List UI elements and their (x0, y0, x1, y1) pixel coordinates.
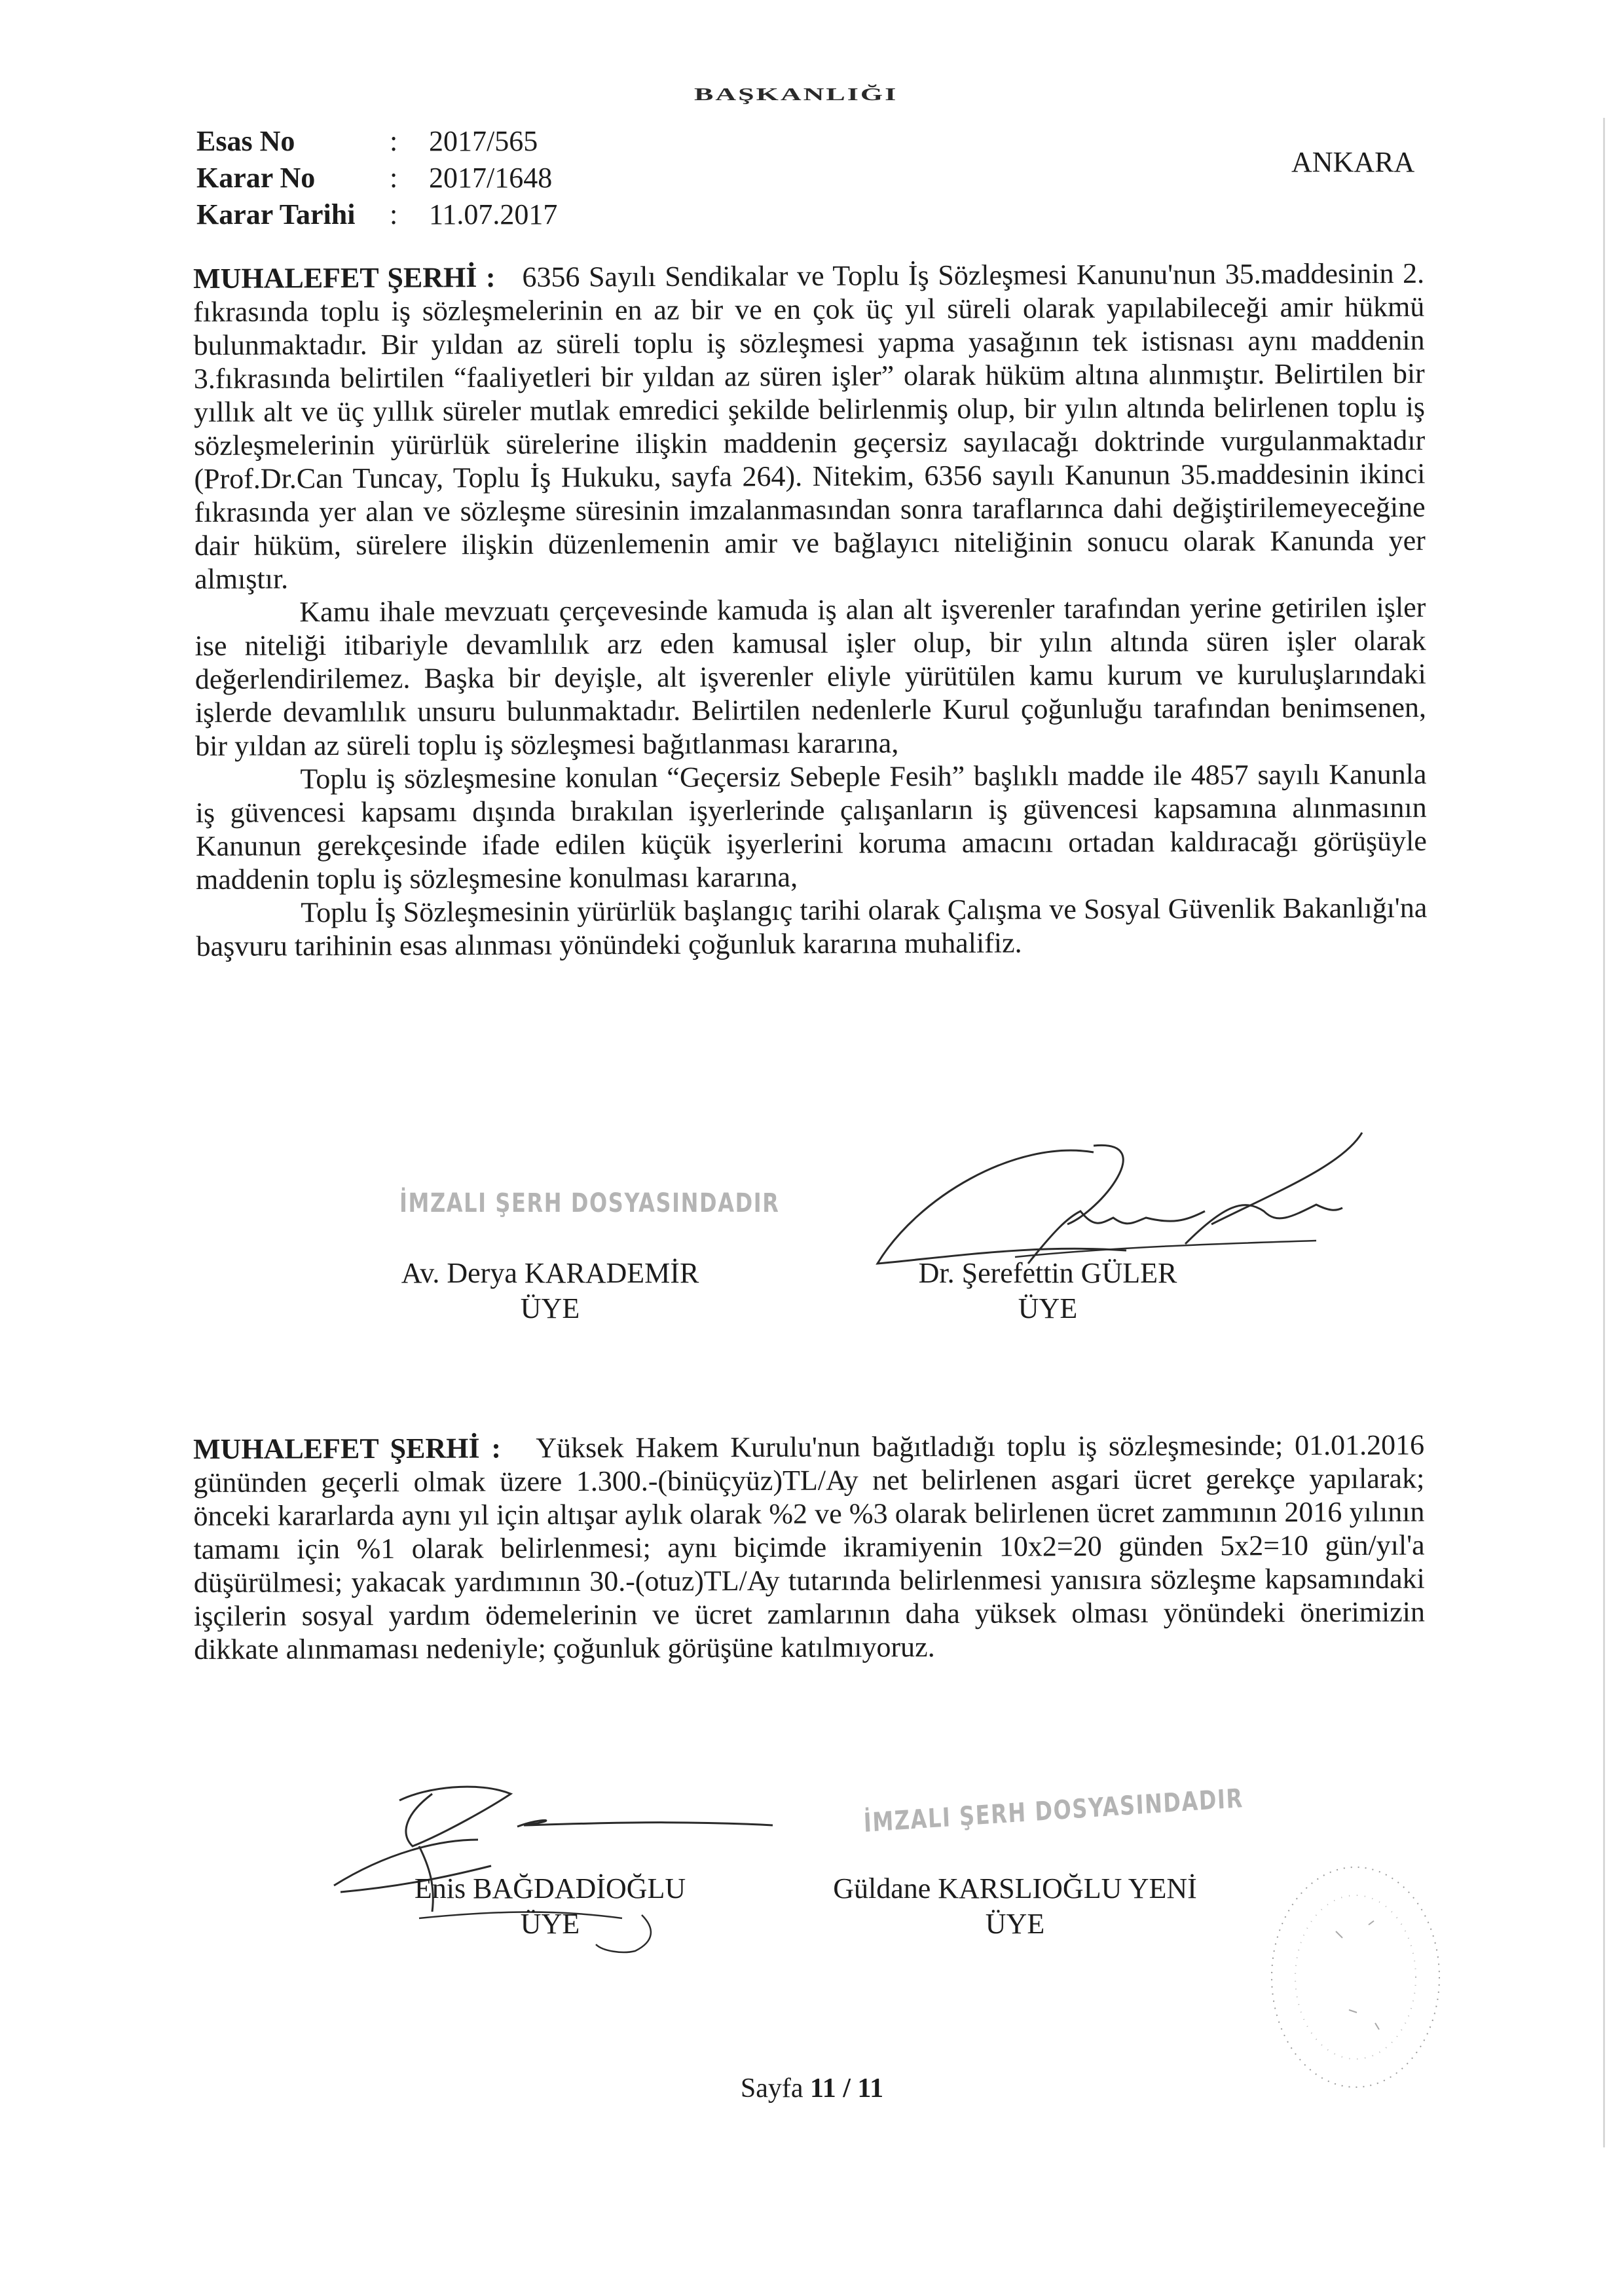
signer-role: ÜYE (520, 1908, 580, 1940)
page-separator: / (843, 2073, 851, 2104)
institution-name-fragment: BAŞKANLIĞI (694, 84, 898, 104)
signed-copy-stamp: İMZALI ŞERH DOSYASINDADIR (863, 1783, 1244, 1838)
meta-colon: : (390, 162, 398, 194)
signer-karademir (367, 1256, 733, 1326)
meta-value: 11.07.2017 (429, 198, 558, 230)
signer-role: ÜYE (1018, 1292, 1078, 1324)
meta-value: 2017/1648 (429, 162, 553, 194)
meta-row-karar (196, 160, 557, 196)
meta-value: 2017/565 (429, 125, 538, 157)
page-total: 11 (857, 2073, 884, 2104)
meta-colon: : (390, 198, 398, 230)
meta-colon: : (390, 125, 398, 157)
signer-name: Enis BAĞDADİOĞLU (414, 1872, 686, 1904)
dissent-paragraph: Toplu iş sözleşmesine konulan “Geçersiz Sebeple Fesih” başlıklı madde ile 4857 sayılı Kanunla iş güvencesi kapsamı dışında bırakılan işyerlerinde çalışanların iş güvencesi kapsamına alınmasının Kanunun gerekçesinde ifade edilen küçük işyerlerini koruma amacını ortadan kaldıracağı görüşüyle maddenin toplu iş sözleşmesine konulması kararına, (195, 757, 1427, 896)
city-label: ANKARA (1291, 146, 1415, 178)
dissent-heading: MUHALEFET ŞERHİ : (193, 1432, 502, 1465)
signer-guler (845, 1256, 1251, 1326)
signer-name: Dr. Şerefettin GÜLER (918, 1257, 1177, 1289)
signer-name: Güldane KARSLIOĞLU YENİ (833, 1872, 1197, 1904)
case-metadata (196, 123, 557, 233)
paragraph-text: Yüksek Hakem Kurulu'nun bağıtladığı toplu iş sözleşmesinde; 01.01.2016 gününden geçerli olmak üzere 1.300.-(binüçyüz)TL/Ay net belirlenen asgari ücret gerekçe yapılarak; önceki kararlarda aynı yıl için altışar aylık olarak %2 ve %3 olarak belirlenen ücret zammının 2016 yılının tamamı için %1 olarak belirlenmesi; aynı biçimde ikramiyenin 10x2=20 günden 5x2=10 gün/yıl'a düşürülmesi; yakacak yardımının 30.-(otuz)TL/Ay tutarında belirlenmesi yanısıra sözleşme kapsamındaki işçilerin sosyal yardım ödemelerinin ve ücret zamlarının daha yüksek olması yönündeki önerimizin dikkate alınmaması nedeniyle; çoğunluk görüşüne katılmıyoruz. (193, 1429, 1426, 1666)
dissent-paragraph: Kamu ihale mevzuatı çerçevesinde kamuda iş alan alt işverenler tarafından yerine getirilen işler ise niteliği itibariyle devamlılık arz eden kamusal işler olup, bir yılın altında süren işler olarak değerlendirilemez. Başka bir deyişle, alt işverenler eliyle yürütülen kamu kurum ve kuruluşlarındaki işlerde devamlılık unsuru bulunmaktadır. Belirtilen nedenlerle Kurul çoğunluğu tarafından benimsenen, bir yıldan az süreli toplu iş sözleşmesi bağıtlanması kararına, (194, 591, 1427, 762)
dissent-heading: MUHALEFET ŞERHİ : (193, 261, 496, 295)
signed-copy-stamp: İMZALI ŞERH DOSYASINDADIR (399, 1188, 780, 1218)
meta-row-karar-tarihi (196, 196, 557, 233)
signer-karslioglu (812, 1871, 1218, 1942)
dissent-paragraph: Toplu İş Sözleşmesinin yürürlük başlangıç tarihi olarak Çalışma ve Sosyal Güvenlik Bakanlığı'na başvuru tarihinin esas alınması yönündeki çoğunluk kararına muhalifiz. (196, 891, 1428, 962)
signer-bagdadioglu (367, 1871, 733, 1942)
meta-label: Karar No (196, 162, 316, 194)
meta-row-esas (196, 123, 557, 160)
official-seal (1257, 1853, 1454, 2102)
page-number (0, 2073, 1624, 2104)
dissent-paragraph (193, 257, 1426, 596)
scan-edge (1603, 118, 1605, 2147)
meta-label: Esas No (196, 125, 295, 157)
meta-label: Karar Tarihi (196, 198, 356, 230)
dissent-paragraph (193, 1428, 1425, 1666)
signer-role: ÜYE (985, 1908, 1045, 1940)
signer-role: ÜYE (520, 1292, 580, 1324)
dissent-opinion-1 (193, 257, 1428, 963)
dissent-opinion-2 (193, 1428, 1425, 1666)
page-current: 11 (810, 2073, 836, 2104)
signer-name: Av. Derya KARADEMİR (401, 1257, 699, 1289)
page-prefix: Sayfa (740, 2073, 803, 2104)
paragraph-text: 6356 Sayılı Sendikalar ve Toplu İş Sözleşmesi Kanunu'nun 35.maddesinin 2. fıkrasında toplu iş sözleşmelerinin en az bir ve en çok üç yıl süreli olarak yapılabileceği amir hükmü bulunmaktadır. Bir yıldan az süreli toplu iş sözleşmesi yapma yasağının tek istisnası aynı maddenin 3.fıkrasında belirtilen “faaliyetleri bir yıldan az süren işler” olarak hüküm altına alınmıştır. Belirtilen bir yıllık alt ve üç yıllık süreler mutlak emredici şekilde belirlenmiş olup, bir yılın altında belirlenen toplu iş sözleşmelerinin yürürlük sürelerine ilişkin maddenin geçersiz sayılacağı doktrinde vurgulanmaktadır (Prof.Dr.Can Tuncay, Toplu İş Hukuku, sayfa 264). Nitekim, 6356 sayılı Kanunun 35.maddesinin ikinci fıkrasında yer alan ve sözleşme süresinin imzalanmasından sonra taraflarınca dahi değiştirilemeyeceğine dair hüküm, sürelere ilişkin düzenlemenin amir ve bağlayıcı niteliğinin sonucu olarak Kanunda yer almıştır. (193, 257, 1426, 595)
